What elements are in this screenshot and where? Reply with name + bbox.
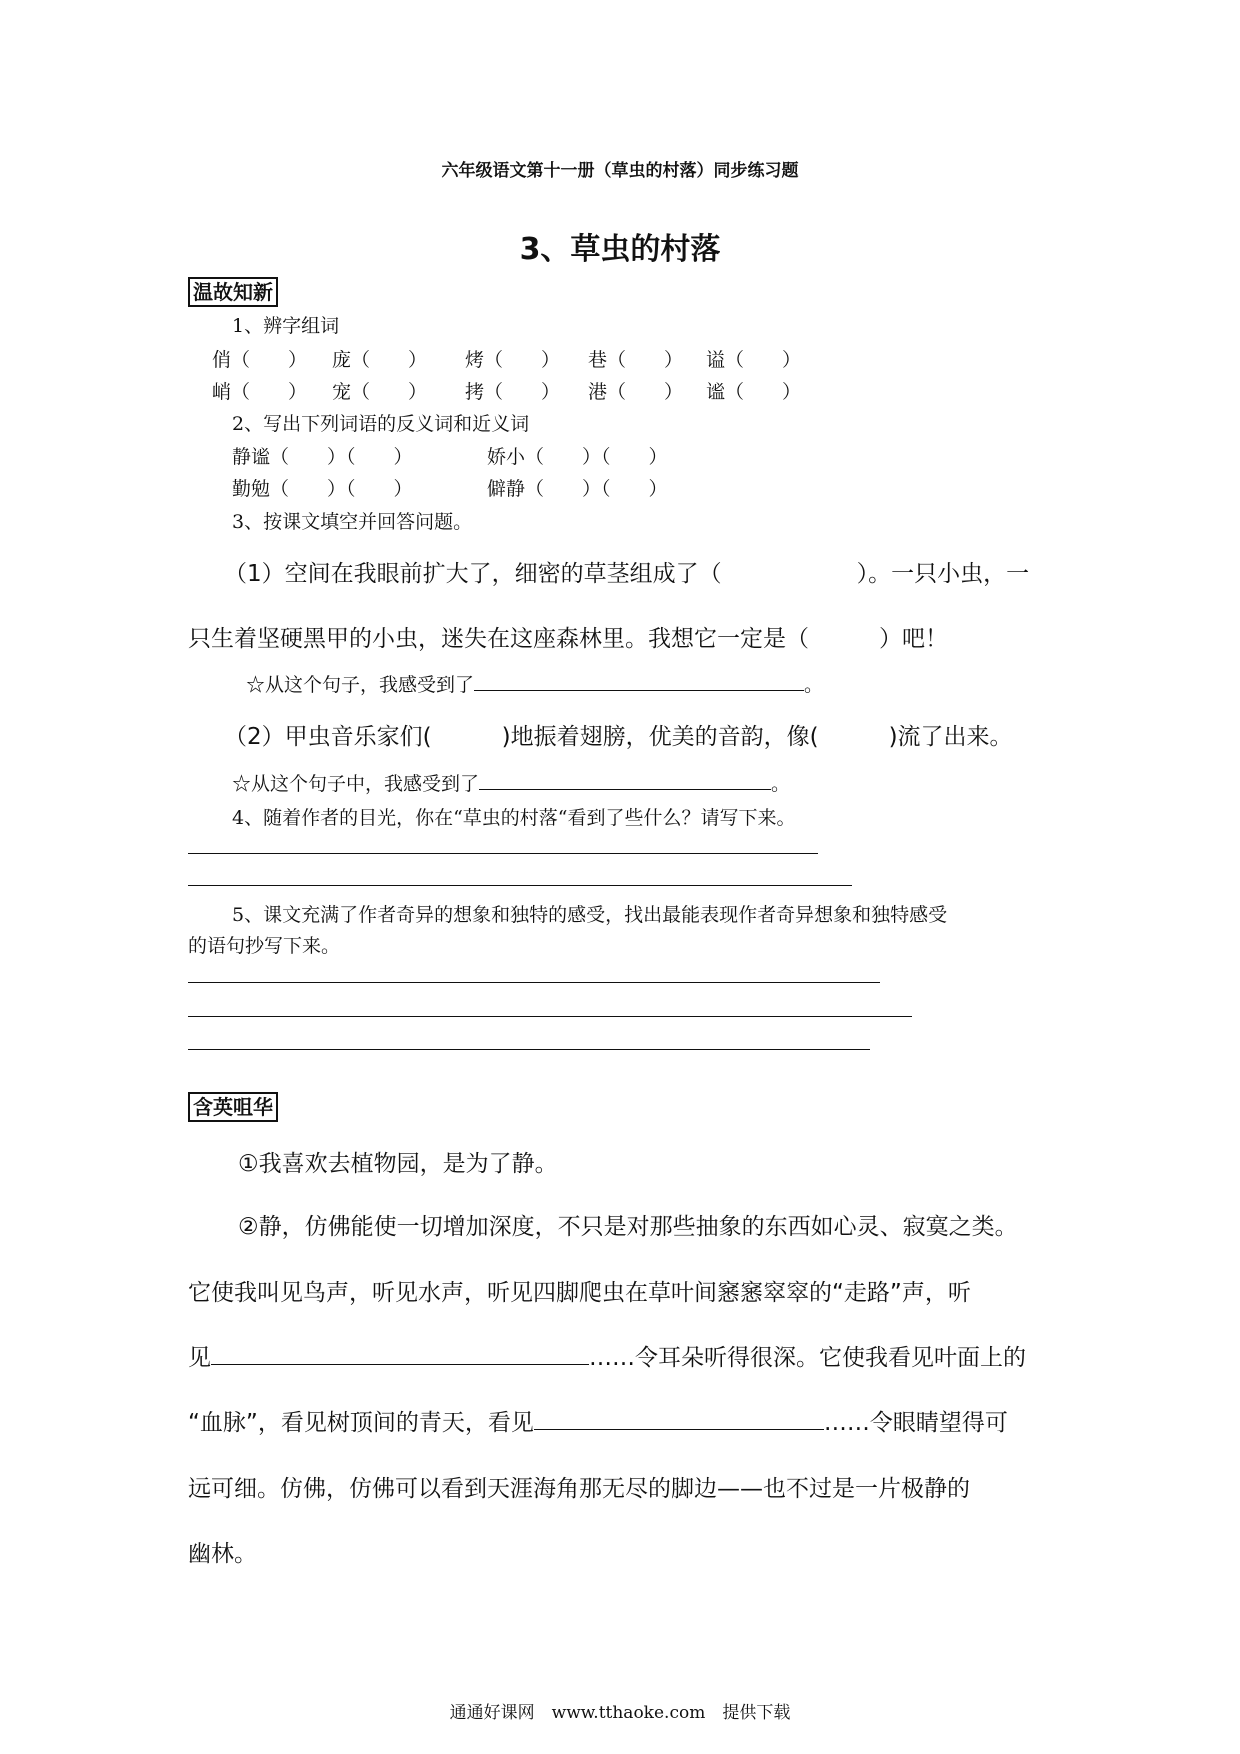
q1-row2-item: 宠（ ） <box>332 381 428 403</box>
q1-row2-item: 港（ ） <box>588 381 684 403</box>
q1-row2-item: 峭（ ） <box>212 381 308 403</box>
q3-p1-feeling <box>246 670 823 697</box>
q2-item: 静谧（ ）（ ） <box>232 446 413 468</box>
reading-line-4-end: ……令眼睛望得可 <box>823 1410 1008 1436</box>
reading-line-5: 远可细。仿佛，仿佛可以看到天涯海角那无尽的脚边——也不过是一片极静的 <box>188 1476 970 1502</box>
q2-item: 勤勉（ ）（ ） <box>232 478 413 500</box>
reading-line-4 <box>188 1404 1008 1437</box>
q3-p2-feeling-end: 。 <box>771 773 791 795</box>
q3-p1-line1-tail: ）。一只小虫，一 <box>856 561 1030 587</box>
answer-blank[interactable] <box>474 672 804 691</box>
q1-row1-item: 庞（ ） <box>332 349 428 371</box>
answer-blank[interactable] <box>479 771 771 790</box>
reading-line-3-start: 见 <box>188 1345 211 1371</box>
reading-paragraph-1: ①我喜欢去植物园，是为了静。 <box>238 1151 558 1177</box>
worksheet-header: 六年级语文第十一册（草虫的村落）同步练习题 <box>441 161 799 181</box>
section-label-reading: 含英咀华 <box>188 1092 278 1122</box>
answer-blank[interactable] <box>534 1407 824 1430</box>
q3-p1-line2 <box>188 620 948 653</box>
reading-line-3-end: ……令耳朵听得很深。它使我看见叶面上的 <box>589 1345 1026 1371</box>
q5-prompt-line1: 5、课文充满了作者奇异的想象和独特的感受，找出最能表现作者奇异想象和独特感受 <box>232 904 948 926</box>
section-label-review: 温故知新 <box>188 277 278 307</box>
q1-row1-item: 谥（ ） <box>706 349 802 371</box>
answer-line[interactable] <box>188 982 880 983</box>
answer-line[interactable] <box>188 1016 912 1017</box>
reading-line-2: 它使我叫见鸟声，听见水声，听见四脚爬虫在草叶间窸窸窣窣的“走路”声，听 <box>188 1280 971 1306</box>
q5-prompt-line2: 的语句抄写下来。 <box>188 935 341 957</box>
reading-line-3 <box>188 1339 1026 1372</box>
q2-item: 娇小（ ）（ ） <box>487 446 668 468</box>
q1-row1-item: 俏（ ） <box>212 349 308 371</box>
answer-line[interactable] <box>188 1049 870 1050</box>
q3-p1-line2-text: 只生着坚硬黑甲的小虫，迷失在这座森林里。我想它一定是（ <box>188 626 809 652</box>
answer-blank[interactable] <box>211 1342 589 1365</box>
q3-p1-feeling-text: ☆从这个句子，我感受到了 <box>246 674 475 696</box>
q1-row1-item: 巷（ ） <box>588 349 684 371</box>
q2-item: 僻静（ ）（ ） <box>487 478 668 500</box>
q1-prompt: 1、辨字组词 <box>232 315 340 337</box>
q3-p2-feeling <box>232 769 790 796</box>
reading-line-4-start: “血脉”，看见树顶间的青天，看见 <box>188 1410 534 1436</box>
q3-p1-line2-tail: ）吧！ <box>879 626 948 652</box>
q1-row1-item: 烤（ ） <box>465 349 561 371</box>
q3-p1-line1 <box>224 555 1029 588</box>
q3-p2-text-c: )流了出来。 <box>888 724 1013 750</box>
answer-line[interactable] <box>188 853 818 854</box>
reading-line-1: ②静，仿佛能使一切增加深度，不只是对那些抽象的东西如心灵、寂寞之类。 <box>238 1214 1018 1240</box>
q2-prompt: 2、写出下列词语的反义词和近义词 <box>232 413 530 435</box>
q3-p2-text-a: （2）甲虫音乐家们( <box>224 724 432 750</box>
q1-row2-item: 拷（ ） <box>465 381 561 403</box>
reading-line-6: 幽林。 <box>188 1541 257 1567</box>
q3-p2-feeling-text: ☆从这个句子中，我感受到了 <box>232 773 480 795</box>
q1-row2-item: 谧（ ） <box>706 381 802 403</box>
q3-p2-text-b: )地振着翅膀，优美的音韵，像( <box>501 724 819 750</box>
answer-line[interactable] <box>188 885 852 886</box>
q3-p1-feeling-end: 。 <box>804 674 824 696</box>
footer-source: 通通好课网 www.tthaoke.com 提供下载 <box>449 1703 791 1723</box>
q3-p2-line <box>224 718 1013 751</box>
q4-prompt: 4、随着作者的目光，你在“草虫的村落“看到了些什么？请写下来。 <box>232 807 796 829</box>
q3-p1-line1-text: （1）空间在我眼前扩大了，细密的草茎组成了（ <box>224 561 722 587</box>
lesson-title: 3、草虫的村落 <box>519 232 721 267</box>
q3-prompt: 3、按课文填空并回答问题。 <box>232 511 473 533</box>
